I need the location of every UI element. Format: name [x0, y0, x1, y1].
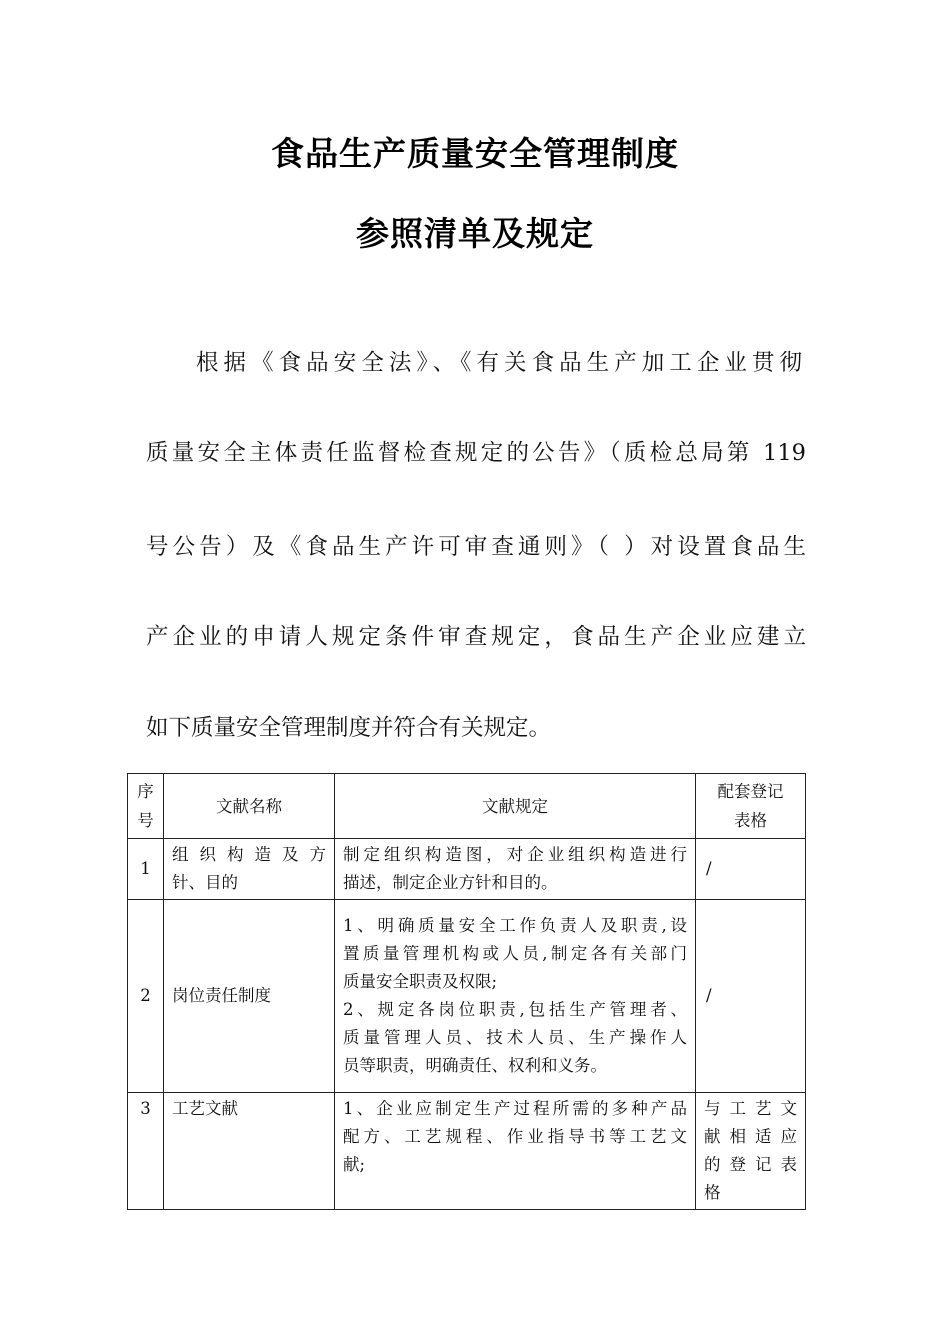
row-seq: 2 — [128, 900, 164, 1093]
row-form-line: 格 — [704, 1183, 721, 1202]
header-name: 文献名称 — [164, 774, 335, 839]
row-form: / — [696, 839, 806, 900]
row-requirement-line: 1、明确质量安全工作负责人及职责,设 — [343, 916, 687, 935]
intro-paragraph-line-3: 号公告）及《食品生产许可审查通则》（ ）对设置食品生 — [146, 534, 806, 560]
row-requirement-line: 制定组织构造图，对企业组织构造进行 — [343, 845, 687, 864]
row-requirement — [335, 1093, 696, 1210]
row-form-line: 与工艺文 — [704, 1099, 797, 1118]
intro-paragraph-line-4: 产企业的申请人规定条件审查规定，食品生产企业应建立 — [146, 624, 806, 650]
header-form-line: 配套登记 — [717, 782, 784, 801]
intro-paragraph-line-5: 如下质量安全管理制度并符合有关规定。 — [146, 715, 552, 741]
intro-paragraph-line-2: 质量安全主体责任监督检查规定的公告》（质检总局第 119 — [146, 440, 806, 466]
intro-paragraph-line-1: 根据《食品安全法》、《有关食品生产加工企业贯彻 — [196, 350, 802, 376]
row-requirement-line: 置质量管理机构或人员,制定各有关部门 — [343, 944, 687, 963]
row-name: 工艺文献 — [164, 1093, 335, 1210]
document-title: 食品生产质量安全管理制度 — [271, 134, 679, 173]
table-row — [128, 1093, 806, 1210]
row-requirement-line: 配方、工艺规程、作业指导书等工艺文 — [343, 1127, 687, 1146]
header-seq-line: 号 — [137, 811, 154, 830]
requirements-table — [127, 773, 806, 1210]
row-requirement-line: 员等职责，明确责任、权利和义务。 — [343, 1056, 607, 1075]
row-requirement-line: 质量管理人员、技术人员、生产操作人 — [343, 1028, 687, 1047]
header-requirement: 文献规定 — [335, 774, 696, 839]
row-requirement — [335, 839, 696, 900]
header-form — [696, 774, 806, 839]
table-header-row — [128, 774, 806, 839]
header-seq-line: 序 — [137, 782, 154, 801]
row-name: 岗位责任制度 — [164, 900, 335, 1093]
row-requirement-line: 质量安全职责及权限; — [343, 972, 498, 991]
row-form: / — [696, 900, 806, 1093]
row-form-line: 献相适应 — [704, 1127, 797, 1146]
row-requirement — [335, 900, 696, 1093]
table-row — [128, 839, 806, 900]
row-requirement-line: 1、企业应制定生产过程所需的多种产品 — [343, 1099, 687, 1118]
row-form — [696, 1093, 806, 1210]
table-row — [128, 900, 806, 1093]
row-name-line: 针、目的 — [172, 873, 238, 892]
row-requirement-line: 描述，制定企业方针和目的。 — [343, 873, 558, 892]
header-seq — [128, 774, 164, 839]
row-form-line: 的登记表 — [704, 1155, 797, 1174]
row-name — [164, 839, 335, 900]
document-subtitle: 参照清单及规定 — [356, 214, 594, 253]
row-name-line: 组织构造及方 — [172, 845, 326, 864]
row-requirement-line: 献; — [343, 1155, 366, 1174]
row-seq: 1 — [128, 839, 164, 900]
row-requirement-line: 2、规定各岗位职责,包括生产管理者、 — [343, 1000, 687, 1019]
header-form-line: 表格 — [734, 811, 767, 830]
row-seq: 3 — [128, 1093, 164, 1210]
